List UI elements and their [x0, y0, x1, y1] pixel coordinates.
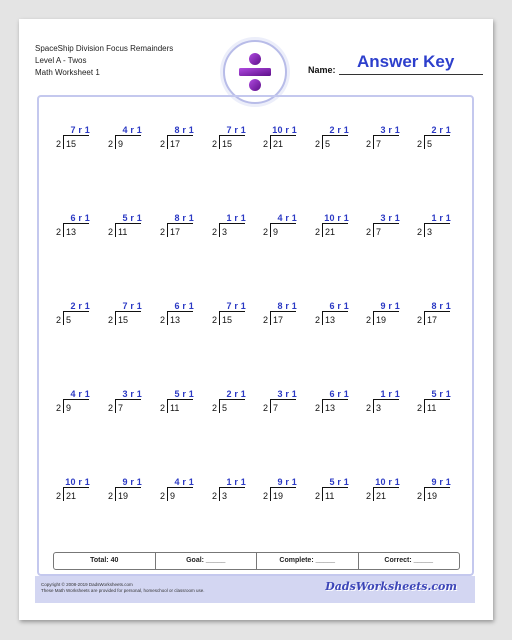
division-problem — [366, 213, 406, 247]
division-bar — [424, 135, 450, 136]
division-bar — [424, 311, 450, 312]
division-bar — [322, 135, 348, 136]
answer-quotient: 1 r 1 — [226, 477, 246, 487]
dividend: 11 — [427, 403, 437, 413]
dividend: 19 — [376, 315, 387, 325]
worksheet-title: SpaceShip Division Focus Remainders — [35, 44, 174, 53]
division-bracket — [424, 399, 425, 413]
goal-cell: Goal: _____ — [156, 553, 258, 569]
divisor: 2 — [160, 491, 166, 501]
divisor: 2 — [417, 315, 423, 325]
division-bracket — [63, 399, 64, 413]
dividend: 15 — [118, 315, 129, 325]
division-problem — [56, 125, 96, 159]
answer-quotient: 9 r 1 — [380, 301, 400, 311]
division-bar — [219, 223, 245, 224]
divisor: 2 — [417, 139, 423, 149]
division-bracket — [322, 223, 323, 237]
answer-quotient: 7 r 1 — [70, 125, 90, 135]
divisor: 2 — [315, 139, 321, 149]
division-bar — [373, 135, 399, 136]
dividend: 7 — [376, 227, 382, 237]
division-bar — [373, 311, 399, 312]
dividend: 21 — [66, 491, 77, 501]
dividend: 17 — [427, 315, 438, 325]
divisor: 2 — [263, 139, 269, 149]
division-bracket — [219, 135, 220, 149]
divisor: 2 — [315, 227, 321, 237]
division-problem — [212, 125, 252, 159]
dividend: 19 — [427, 491, 438, 501]
dividend: 21 — [376, 491, 387, 501]
division-bar — [373, 223, 399, 224]
dividend: 3 — [222, 227, 228, 237]
division-problem — [417, 125, 457, 159]
answer-quotient: 2 r 1 — [70, 301, 90, 311]
division-problem — [366, 477, 406, 511]
answer-quotient: 6 r 1 — [329, 389, 349, 399]
division-bar — [63, 223, 89, 224]
answer-quotient: 7 r 1 — [226, 301, 246, 311]
dividend: 5 — [325, 139, 331, 149]
worksheet-page — [19, 19, 493, 620]
division-bar — [63, 399, 89, 400]
division-problem — [108, 125, 148, 159]
division-bracket — [167, 487, 168, 501]
division-bracket — [167, 135, 168, 149]
division-bar — [115, 487, 141, 488]
division-bar — [270, 487, 296, 488]
dividend: 9 — [66, 403, 72, 413]
dividend: 17 — [170, 227, 181, 237]
answer-quotient: 10 r 1 — [375, 477, 400, 487]
answer-key-label: Answer Key — [357, 52, 455, 71]
answer-quotient: 7 r 1 — [226, 125, 246, 135]
division-bracket — [167, 399, 168, 413]
division-bracket — [270, 399, 271, 413]
division-problem — [212, 477, 252, 511]
division-bracket — [115, 223, 116, 237]
dividend: 5 — [66, 315, 72, 325]
divisor: 2 — [263, 315, 269, 325]
correct-cell: Correct: _____ — [384, 557, 434, 564]
division-problem — [108, 477, 148, 511]
dividend: 13 — [66, 227, 77, 237]
division-bracket — [167, 223, 168, 237]
answer-quotient: 8 r 1 — [431, 301, 451, 311]
dividend: 17 — [170, 139, 181, 149]
total-cell: Total: 40 — [54, 553, 156, 569]
division-problem — [160, 213, 200, 247]
dividend: 13 — [325, 315, 336, 325]
answer-quotient: 1 r 1 — [226, 213, 246, 223]
dividend: 3 — [427, 227, 433, 237]
division-problem — [263, 389, 303, 423]
divisor: 2 — [366, 315, 372, 325]
division-problem — [160, 125, 200, 159]
dividend: 15 — [66, 139, 77, 149]
division-problem — [315, 213, 355, 247]
division-bar — [373, 487, 399, 488]
divisor: 2 — [212, 403, 218, 413]
divisor: 2 — [56, 227, 62, 237]
division-bar — [63, 487, 89, 488]
division-bar — [167, 311, 193, 312]
division-problem — [108, 301, 148, 335]
division-bracket — [270, 135, 271, 149]
division-bar — [424, 487, 450, 488]
division-bar — [115, 311, 141, 312]
answer-quotient: 9 r 1 — [277, 477, 297, 487]
dividend: 7 — [273, 403, 279, 413]
divisor: 2 — [263, 491, 269, 501]
division-problem — [56, 213, 96, 247]
answer-quotient: 2 r 1 — [329, 125, 349, 135]
divisor: 2 — [160, 315, 166, 325]
division-problem — [56, 477, 96, 511]
dividend: 11 — [170, 403, 180, 413]
dividend: 15 — [222, 139, 233, 149]
complete-cell: Complete: _____ — [257, 553, 359, 569]
divisor: 2 — [315, 403, 321, 413]
answer-quotient: 5 r 1 — [174, 389, 194, 399]
division-bar — [270, 399, 296, 400]
answer-quotient: 3 r 1 — [380, 213, 400, 223]
division-bar — [219, 135, 245, 136]
division-bracket — [270, 311, 271, 325]
divisor: 2 — [160, 139, 166, 149]
divisor: 2 — [417, 403, 423, 413]
divisor: 2 — [160, 403, 166, 413]
usage-notice: These Math Worksheets are provided for personal, homeschool or classroom use. — [41, 588, 205, 593]
divisor: 2 — [212, 139, 218, 149]
division-bracket — [373, 399, 374, 413]
division-bracket — [322, 487, 323, 501]
division-bracket — [424, 223, 425, 237]
division-bracket — [115, 135, 116, 149]
answer-quotient: 2 r 1 — [431, 125, 451, 135]
division-bracket — [219, 311, 220, 325]
copyright-text — [41, 582, 205, 594]
division-bracket — [424, 135, 425, 149]
division-bar — [270, 311, 296, 312]
divisor: 2 — [108, 403, 114, 413]
division-problem — [212, 301, 252, 335]
division-problem — [315, 389, 355, 423]
division-bracket — [270, 487, 271, 501]
division-bracket — [115, 311, 116, 325]
division-bracket — [63, 311, 64, 325]
divisor: 2 — [56, 139, 62, 149]
division-problem — [160, 389, 200, 423]
dividend: 11 — [118, 227, 128, 237]
answer-quotient: 4 r 1 — [277, 213, 297, 223]
answer-quotient: 6 r 1 — [329, 301, 349, 311]
division-bar — [322, 487, 348, 488]
divisor: 2 — [108, 491, 114, 501]
divisor: 2 — [212, 491, 218, 501]
division-bar — [424, 399, 450, 400]
divisor: 2 — [366, 491, 372, 501]
division-problem — [56, 301, 96, 335]
division-bar — [167, 223, 193, 224]
brand-logo: DadsWorksheets.com — [325, 580, 457, 593]
divisor: 2 — [212, 227, 218, 237]
division-bracket — [373, 135, 374, 149]
dividend: 9 — [273, 227, 279, 237]
dividend: 5 — [427, 139, 433, 149]
division-bar — [63, 135, 89, 136]
division-problem — [315, 301, 355, 335]
footer-band — [35, 576, 475, 603]
dividend: 17 — [273, 315, 284, 325]
division-bracket — [424, 487, 425, 501]
divisor: 2 — [366, 227, 372, 237]
dividend: 21 — [273, 139, 284, 149]
divisor: 2 — [315, 491, 321, 501]
division-bar — [115, 135, 141, 136]
answer-quotient: 8 r 1 — [174, 125, 194, 135]
division-problem — [160, 301, 200, 335]
dividend: 13 — [170, 315, 181, 325]
division-bracket — [63, 487, 64, 501]
division-problem — [263, 301, 303, 335]
division-bracket — [219, 487, 220, 501]
worksheet-level: Level A - Twos — [35, 56, 87, 65]
divisor: 2 — [263, 227, 269, 237]
dividend: 13 — [325, 403, 336, 413]
dividend: 15 — [222, 315, 233, 325]
answer-quotient: 3 r 1 — [122, 389, 142, 399]
name-label: Name: — [308, 65, 336, 75]
summary-bar — [53, 552, 460, 570]
answer-quotient: 8 r 1 — [277, 301, 297, 311]
division-problem — [417, 389, 457, 423]
division-problem — [315, 477, 355, 511]
division-problem — [417, 301, 457, 335]
answer-quotient: 3 r 1 — [380, 125, 400, 135]
division-bar — [219, 311, 245, 312]
division-bracket — [167, 311, 168, 325]
answer-quotient: 5 r 1 — [329, 477, 349, 487]
answer-quotient: 2 r 1 — [226, 389, 246, 399]
division-bar — [322, 399, 348, 400]
division-bracket — [373, 487, 374, 501]
dividend: 7 — [118, 403, 124, 413]
division-bar — [322, 223, 348, 224]
division-problem — [417, 477, 457, 511]
division-problem — [108, 389, 148, 423]
worksheet-number: Math Worksheet 1 — [35, 68, 100, 77]
dividend: 5 — [222, 403, 228, 413]
division-bar — [167, 399, 193, 400]
divisor: 2 — [108, 315, 114, 325]
division-bar — [270, 223, 296, 224]
answer-quotient: 4 r 1 — [70, 389, 90, 399]
divisor: 2 — [417, 227, 423, 237]
answer-quotient: 6 r 1 — [70, 213, 90, 223]
divisor: 2 — [56, 491, 62, 501]
division-bar — [373, 399, 399, 400]
division-bracket — [63, 223, 64, 237]
division-bar — [115, 399, 141, 400]
division-bracket — [424, 311, 425, 325]
divisor: 2 — [56, 403, 62, 413]
answer-quotient: 1 r 1 — [380, 389, 400, 399]
answer-quotient: 7 r 1 — [122, 301, 142, 311]
answer-quotient: 3 r 1 — [277, 389, 297, 399]
division-bar — [219, 399, 245, 400]
division-bracket — [322, 311, 323, 325]
answer-quotient: 10 r 1 — [65, 477, 90, 487]
division-problem — [56, 389, 96, 423]
dividend: 9 — [118, 139, 124, 149]
answer-quotient: 4 r 1 — [174, 477, 194, 487]
division-problem — [263, 213, 303, 247]
division-problem — [212, 389, 252, 423]
answer-quotient: 8 r 1 — [174, 213, 194, 223]
dividend: 19 — [118, 491, 129, 501]
dividend: 19 — [273, 491, 284, 501]
division-bracket — [322, 135, 323, 149]
answer-quotient: 6 r 1 — [174, 301, 194, 311]
division-bracket — [115, 487, 116, 501]
division-problem — [160, 477, 200, 511]
division-bracket — [373, 223, 374, 237]
dividend: 3 — [222, 491, 228, 501]
divisor: 2 — [366, 403, 372, 413]
divisor: 2 — [108, 227, 114, 237]
answer-quotient: 1 r 1 — [431, 213, 451, 223]
division-bar — [167, 135, 193, 136]
division-bracket — [270, 223, 271, 237]
dividend: 9 — [170, 491, 176, 501]
division-problem — [366, 301, 406, 335]
dividend: 21 — [325, 227, 336, 237]
division-problem — [212, 213, 252, 247]
division-bar — [63, 311, 89, 312]
division-bar — [219, 487, 245, 488]
dividend: 7 — [376, 139, 382, 149]
answer-quotient: 5 r 1 — [431, 389, 451, 399]
copyright-line: Copyright © 2008-2019 DadsWorksheets.com — [41, 582, 133, 587]
division-problem — [315, 125, 355, 159]
answer-quotient: 9 r 1 — [431, 477, 451, 487]
division-bar — [322, 311, 348, 312]
division-bracket — [373, 311, 374, 325]
division-bar — [424, 223, 450, 224]
divisor: 2 — [366, 139, 372, 149]
answer-quotient: 10 r 1 — [272, 125, 297, 135]
division-bracket — [115, 399, 116, 413]
divisor: 2 — [212, 315, 218, 325]
division-bar — [270, 135, 296, 136]
division-bar — [115, 223, 141, 224]
division-problem — [263, 125, 303, 159]
division-problem — [263, 477, 303, 511]
answer-quotient: 10 r 1 — [324, 213, 349, 223]
division-bar — [167, 487, 193, 488]
answer-quotient: 4 r 1 — [122, 125, 142, 135]
division-bracket — [219, 399, 220, 413]
division-bracket — [219, 223, 220, 237]
divisor: 2 — [417, 491, 423, 501]
dividend: 11 — [325, 491, 335, 501]
division-problem — [417, 213, 457, 247]
divisor: 2 — [263, 403, 269, 413]
problems-grid — [19, 19, 493, 620]
divisor: 2 — [315, 315, 321, 325]
dividend: 3 — [376, 403, 382, 413]
division-problem — [366, 389, 406, 423]
division-bracket — [322, 399, 323, 413]
division-bracket — [63, 135, 64, 149]
divisor: 2 — [56, 315, 62, 325]
answer-quotient: 9 r 1 — [122, 477, 142, 487]
divisor: 2 — [160, 227, 166, 237]
divisor: 2 — [108, 139, 114, 149]
division-problem — [366, 125, 406, 159]
division-problem — [108, 213, 148, 247]
answer-quotient: 5 r 1 — [122, 213, 142, 223]
